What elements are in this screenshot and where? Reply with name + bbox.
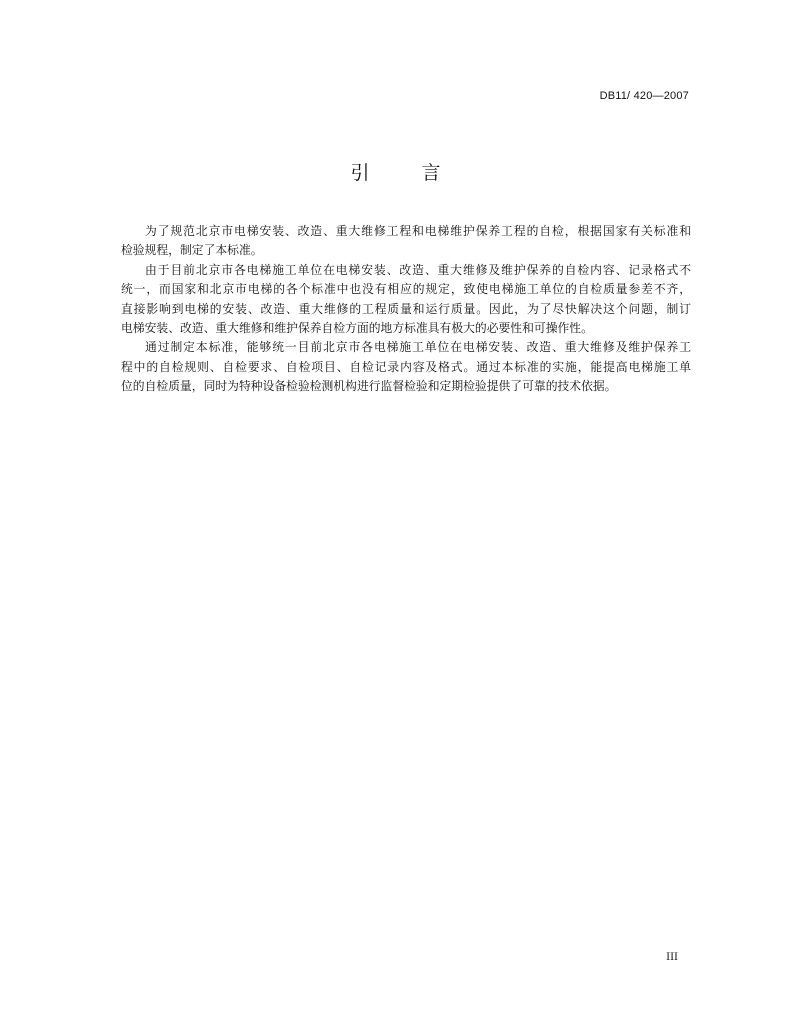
paragraph-3-line-1: 通过制定本标准，能够统一目前北京市各电梯施工单位在电梯安装、改造、重大维修及维护保养工 bbox=[145, 340, 691, 355]
paragraph-2-line-1: 由于目前北京市各电梯施工单位在电梯安装、改造、重大维修及维护保养的自检内容、记录格式不 bbox=[145, 262, 691, 277]
paragraph-2-line-4: 电梯安装、改造、重大维修和维护保养自检方面的地方标准具有极大的必要性和可操作性。 bbox=[121, 320, 593, 335]
document-code: DB11/ 420—2007 bbox=[599, 90, 689, 102]
page-number: III bbox=[666, 952, 678, 963]
paragraph-2-line-3: 直接影响到电梯的安装、改造、重大维修的工程质量和运行质量。因此，为了尽快解决这个问题，制订 bbox=[121, 301, 691, 316]
title-char-2: 言 bbox=[421, 162, 441, 184]
paragraph-1-line-2: 检验规程，制定了本标准。 bbox=[121, 243, 263, 258]
paragraph-2-line-2: 统一，而国家和北京市电梯的各个标准中也没有相应的规定，致使电梯施工单位的自检质量参差不齐， bbox=[121, 282, 691, 297]
paragraph-3-line-3: 位的自检质量，同时为特种设备检验检测机构进行监督检验和定期检验提供了可靠的技术依据。 bbox=[121, 379, 617, 394]
paragraph-1-line-1: 为了规范北京市电梯安装、改造、重大维修工程和电梯维护保养工程的自检，根据国家有关标准和 bbox=[145, 224, 691, 238]
body-text bbox=[121, 222, 691, 397]
page-title bbox=[0, 158, 791, 185]
paragraph-3-line-2: 程中的自检规则、自检要求、自检项目、自检记录内容及格式。通过本标准的实施，能提高电梯施工单 bbox=[121, 359, 691, 374]
title-char-1: 引 bbox=[350, 162, 370, 184]
